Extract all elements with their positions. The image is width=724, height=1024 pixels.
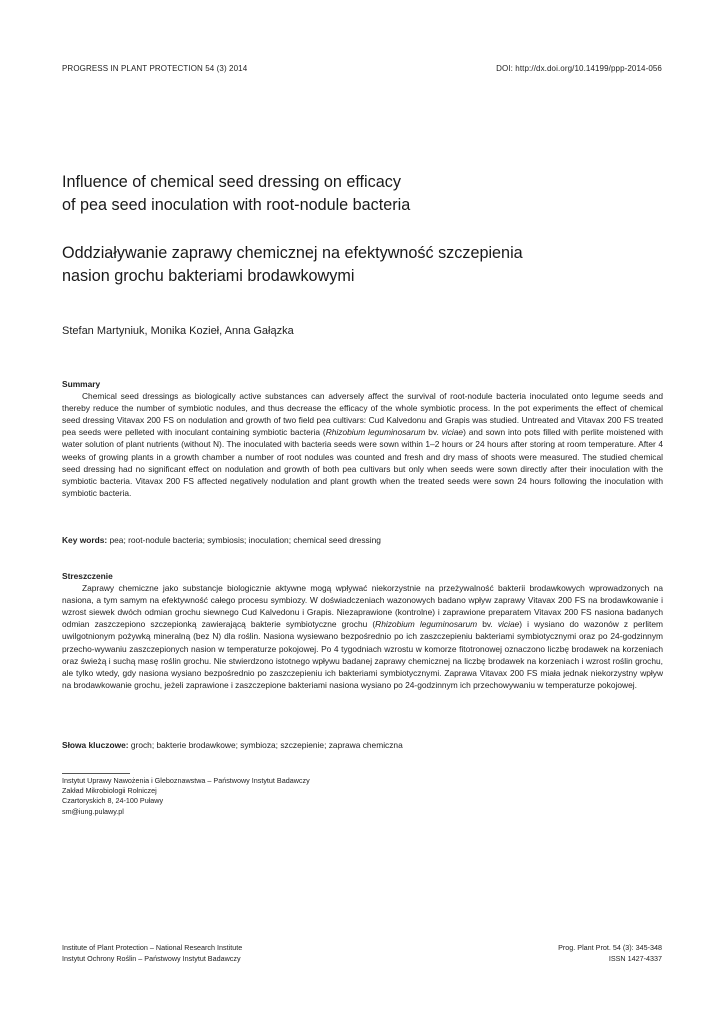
authors: Stefan Martyniuk, Monika Kozieł, Anna Gałązka <box>62 325 294 337</box>
keywords-polish-label: Słowa kluczowe: <box>62 740 129 750</box>
author-affiliation <box>62 776 310 817</box>
footer-publisher-english: Institute of Plant Protection – National Research Institute <box>62 943 243 952</box>
footnote-divider <box>62 773 130 774</box>
affiliation-address: Czartoryskich 8, 24-100 Puławy <box>62 796 164 806</box>
summary-body <box>62 390 663 499</box>
summary-text-2: bv. <box>425 427 442 438</box>
streszczenie-text-2: bv. <box>477 619 498 630</box>
affiliation-department: Zakład Mikrobiologii Rolniczej <box>62 786 157 796</box>
title-english-line-2: of pea seed inoculation with root-nodule bacteria <box>62 196 411 214</box>
summary-heading: Summary <box>62 379 101 389</box>
doi-header: DOI: http://dx.doi.org/10.14199/ppp-2014-056 <box>496 64 662 73</box>
keywords-english-label: Key words: <box>62 535 108 545</box>
affiliation-institute: Instytut Uprawy Nawożenia i Gleboznawstwa – Państwowy Instytut Badawczy <box>62 776 310 785</box>
title-english-line-1: Influence of chemical seed dressing on efficacy <box>62 173 401 191</box>
summary-biovar: viciae <box>441 427 464 438</box>
footer-publisher <box>62 942 242 964</box>
footer-citation <box>558 942 662 964</box>
streszczenie-heading: Streszczenie <box>62 571 113 581</box>
streszczenie-section <box>62 570 663 691</box>
keywords-english-text: pea; root-nodule bacteria; symbiosis; inoculation; chemical seed dressing <box>107 535 381 545</box>
keywords-english <box>62 534 663 546</box>
title-polish-line-1: Oddziaływanie zaprawy chemicznej na efektywność szczepienia <box>62 244 523 262</box>
title-polish <box>62 242 662 288</box>
running-header <box>62 64 662 78</box>
summary-species: Rhizobium leguminosarum <box>325 427 426 438</box>
title-english <box>62 171 662 217</box>
title-polish-line-2: nasion grochu bakteriami brodawkowymi <box>62 267 355 285</box>
journal-header: PROGRESS IN PLANT PROTECTION 54 (3) 2014 <box>62 64 248 73</box>
footer-issn: ISSN 1427-4337 <box>608 954 662 963</box>
streszczenie-text-1: Zaprawy chemiczne jako substancje biologicznie aktywne mogą wpływać niekorzystnie na przeżywalność bakterii brodawkowych wprowadzonych na nasiona, a tym samym na efektywność całego procesu symbiozy. W doświadczeniach wazonowych badano wpływ zaprawy Vitavax 200 FS na brodawkowanie i wzrost siewek dwóch odmian grochu siewnego Cud Kalvedonu i Grapis. Niezaprawione (kontrolne) i zaprawione preparatem Vitavax 200 FS nasiona badanych odmian zaszczepiono szczepionką zawierającą bakterie symbiotyczne grochu ( <box>62 583 663 630</box>
streszczenie-text-3: ) i wysiano do wazonów z perlitem uwilgotnionym pożywką mineralną (bez N) dla roślin. Nasiona wysiewano bezpośrednio po ich zaszczepieniu bakteriami symbiotycznymi oraz po 24-godzinnym przecho-wywaniu zaszczepionych nasion w temperaturze pokojowej. Po 4 tygodniach wzrostu w komorze fitotronowej oznaczono liczbę brodawek na korzeniach oraz świeżą i suchą masę roślin grochu. Nie stwierdzono istotnego wpływu badanej zaprawy chemicznej na liczbę brodawek na korzeniach i wzrost roślin grochu, ale tylko wtedy, gdy nasiona wysiano bezpośrednio po zaszczepieniu ich bakteriami symbiotycznymi. Zaprawa Vitavax 200 FS miała jednak niekorzystny wpływ na brodawkowanie grochu, jeżeli zaprawione i zaszczepione bakteriami nasiona wysiano po 24-godzinnym ich przechowywaniu w temperaturze pokojowej. <box>62 619 664 690</box>
footer-publisher-polish: Instytut Ochrony Roślin – Państwowy Instytut Badawczy <box>62 954 241 963</box>
summary-section <box>62 378 663 499</box>
keywords-polish-text: groch; bakterie brodawkowe; symbioza; szczepienie; zaprawa chemiczna <box>128 740 403 750</box>
streszczenie-biovar: viciae <box>497 619 520 630</box>
summary-text-3: ) and sown into pots filled with perlite moistened with water solution of plant nutrients (without N). The inoculated with bacteria seeds were sown within 1–2 hours or 24 hours after storing at room temperature. After 4 weeks of growing plants in a growth chamber a number of root nodules was counted and fresh and dry mass of shoots were measured. The studied chemical seed dressing had no significant effect on nodulation and growth of both pea cultivars but only when seeds were sown directly after their inoculation with the symbiotic bacteria. Vitavax 200 FS affected negatively nodulation and plant growth when the treated seeds were sown 24 hours following the inoculation with symbiotic bacteria. <box>62 427 663 498</box>
footer-citation-pages: Prog. Plant Prot. 54 (3): 345-348 <box>558 943 662 952</box>
keywords-polish <box>62 739 663 751</box>
affiliation-email: sm@iung.pulawy.pl <box>62 806 124 816</box>
summary-text-1: Chemical seed dressings as biologically active substances can adversely affect the survival of root-nodule bacteria inoculated onto legume seeds and thereby reduce the number of symbiotic nodules, and thus decrease the efficacy of the whole symbiotic process. In the pot experiments the effect of chemical seed dressing Vitavax 200 FS on nodulation and growth of two field pea cultivars: Cud Kalvedonu and Grapis was studied. Untreated and Vitavax 200 FS treated pea seeds were pelleted with inoculant containing symbiotic bacteria ( <box>62 391 663 438</box>
streszczenie-species: Rhizobium leguminosarum <box>375 619 478 630</box>
streszczenie-body <box>62 582 663 691</box>
